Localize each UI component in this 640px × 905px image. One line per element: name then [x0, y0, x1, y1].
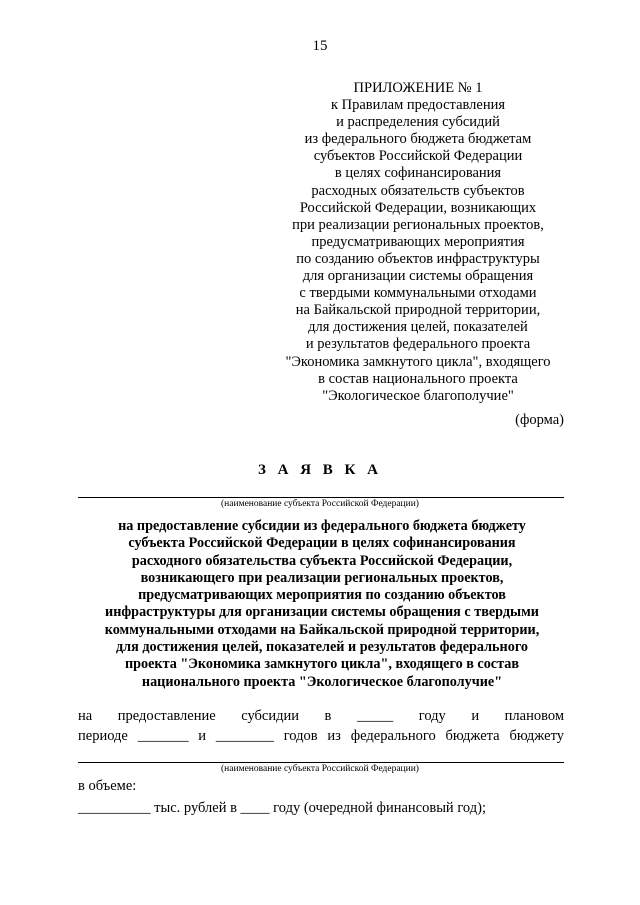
body-word: в: [324, 708, 332, 724]
body-word: году: [418, 708, 446, 724]
body-row-1: [78, 708, 564, 725]
page-number: 15: [312, 38, 328, 54]
document-title: З А Я В К А: [257, 462, 383, 478]
body-word: субсидии: [241, 708, 299, 724]
appendix-line: с твердыми коммунальными отходами: [299, 285, 537, 302]
subject-line: субъекта Российской Федерации в целях софинансирования: [128, 535, 516, 552]
appendix-line: в целях софинансирования: [334, 165, 502, 182]
appendix-line: ПРИЛОЖЕНИЕ № 1: [353, 80, 483, 96]
subject-name-fill-line-2: [78, 762, 564, 763]
form-label: (форма): [515, 412, 564, 428]
subject-name-caption-2: (наименование субъекта Российской Федерации): [221, 764, 419, 774]
application-subject: [84, 518, 560, 691]
body-word: периоде: [78, 728, 128, 744]
volume-label: в объеме:: [78, 778, 137, 794]
subject-line: для достижения целей, показателей и результатов федерального: [115, 639, 529, 656]
appendix-line: по созданию объектов инфраструктуры: [296, 250, 540, 267]
body-word: предоставление: [117, 708, 216, 724]
appendix-line: из федерального бюджета бюджетам: [304, 131, 532, 148]
year-blank: _____: [356, 708, 394, 724]
body-word: плановом: [504, 708, 564, 724]
appendix-header: [262, 80, 574, 405]
year-blank: _______: [137, 728, 189, 744]
subject-line: на предоставление субсидии из федерального бюджета бюджету: [118, 518, 526, 534]
appendix-line: на Байкальской природной территории,: [295, 302, 541, 319]
appendix-line: к Правилам предоставления: [330, 97, 506, 114]
subject-line: национального проекта "Экологическое благополучие": [141, 673, 503, 690]
body-word: бюджета: [445, 728, 500, 744]
appendix-line: "Экономика замкнутого цикла", входящего: [285, 353, 551, 370]
volume-line: __________ тыс. рублей в ____ году (очередной финансовый год);: [78, 800, 486, 816]
subject-line: возникающего при реализации региональных проектов,: [140, 569, 504, 586]
appendix-line: и результатов федерального проекта: [305, 336, 531, 353]
subject-line: проекта "Экономика замкнутого цикла", входящего в состав: [124, 656, 520, 673]
body-word: из: [327, 728, 341, 744]
appendix-line: субъектов Российской Федерации: [313, 148, 523, 165]
body-word: и: [471, 708, 480, 724]
body-word: годов: [283, 728, 318, 744]
appendix-line: для организации системы обращения: [302, 268, 534, 285]
subject-name-fill-line: [78, 497, 564, 498]
year-blank: ________: [215, 728, 274, 744]
appendix-line: и распределения субсидий: [336, 114, 500, 131]
body-word: бюджету: [509, 728, 564, 744]
body-word: и: [198, 728, 207, 744]
appendix-line: в состав национального проекта: [318, 370, 518, 387]
appendix-line: для достижения целей, показателей: [308, 319, 528, 336]
subject-line: коммунальными отходами на Байкальской природной территории,: [104, 621, 540, 638]
appendix-line: расходных обязательств субъектов: [311, 182, 525, 199]
body-row-2: [78, 728, 564, 745]
body-word: федерального: [350, 728, 436, 744]
subject-line: расходного обязательства субъекта Российской Федерации,: [131, 552, 513, 569]
subject-name-caption: (наименование субъекта Российской Федерации): [221, 499, 419, 509]
appendix-line: "Экологическое благополучие": [322, 387, 514, 404]
subject-line: предусматривающих мероприятия по созданию объектов: [138, 587, 506, 604]
appendix-line: предусматривающих мероприятия: [311, 233, 525, 250]
appendix-line: при реализации региональных проектов,: [292, 216, 544, 233]
body-word: на: [78, 708, 93, 724]
subject-line: инфраструктуры для организации системы обращения с твердыми: [105, 604, 539, 621]
appendix-line: Российской Федерации, возникающих: [299, 199, 537, 216]
